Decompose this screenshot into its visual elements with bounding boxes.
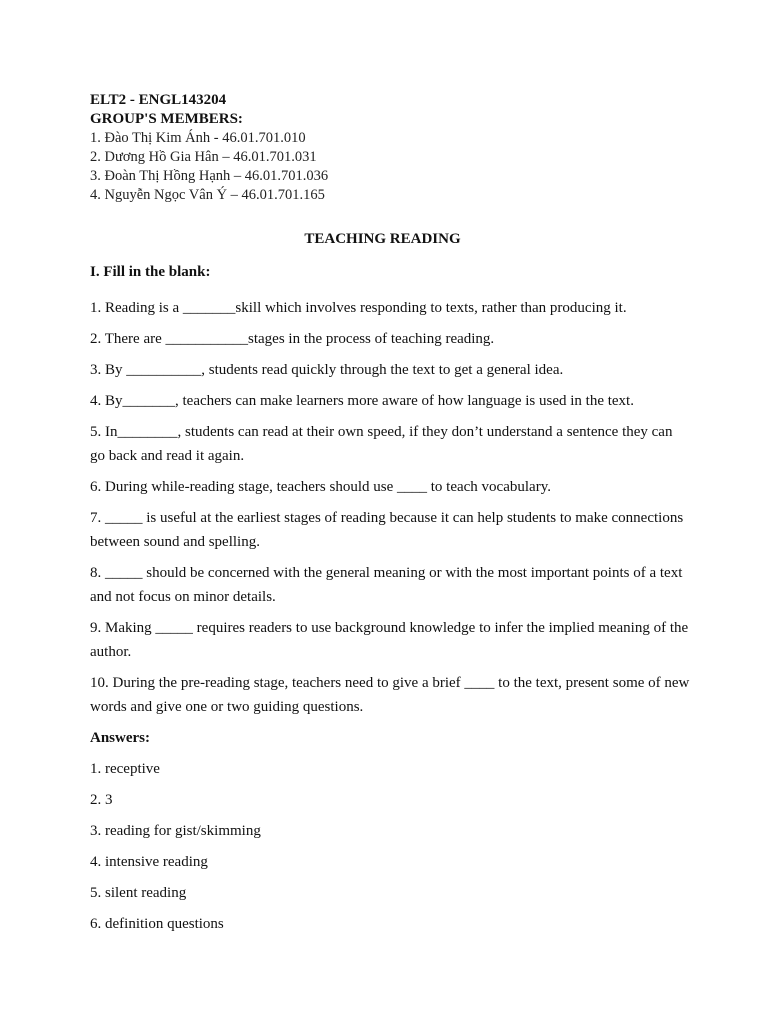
question-item: 5. In________, students can read at their own speed, if they don’t understand a sentence they can go back and read it again. <box>90 424 673 464</box>
answer-item: 6. definition questions <box>90 916 224 932</box>
member-item: 1. Đào Thị Kim Ánh - 46.01.701.010 <box>90 130 306 146</box>
question-item: 4. By_______, teachers can make learners more aware of how language is used in the text. <box>90 393 634 409</box>
course-code: ELT2 - ENGL143204 <box>90 92 227 108</box>
group-members-label: GROUP'S MEMBERS: <box>90 111 243 127</box>
question-item: 2. There are ___________stages in the process of teaching reading. <box>90 331 495 347</box>
question-item: 10. During the pre-reading stage, teachers need to give a brief ____ to the text, present some of new words and give one or two guiding questions. <box>90 675 690 715</box>
answers-heading: Answers: <box>90 730 150 746</box>
answer-item: 4. intensive reading <box>90 854 208 870</box>
header-block <box>90 91 690 205</box>
question-item: 1. Reading is a _______skill which involves responding to texts, rather than producing it. <box>90 300 627 316</box>
section-heading: I. Fill in the blank: <box>90 264 211 280</box>
document-title: TEACHING READING <box>304 231 461 247</box>
fill-in-section <box>90 262 690 943</box>
member-item: 4. Nguyễn Ngọc Vân Ý – 46.01.701.165 <box>90 187 325 203</box>
member-item: 3. Đoàn Thị Hồng Hạnh – 46.01.701.036 <box>90 168 329 184</box>
question-item: 6. During while-reading stage, teachers should use ____ to teach vocabulary. <box>90 479 551 495</box>
question-item: 3. By __________, students read quickly through the text to get a general idea. <box>90 362 564 378</box>
answer-item: 2. 3 <box>90 792 113 808</box>
document-page <box>90 91 690 932</box>
question-item: 9. Making _____ requires readers to use background knowledge to infer the implied meaning of the author. <box>90 620 689 660</box>
member-item: 2. Dương Hồ Gia Hân – 46.01.701.031 <box>90 149 317 165</box>
answer-item: 1. receptive <box>90 761 160 777</box>
question-item: 8. _____ should be concerned with the general meaning or with the most important points of a text and not focus on minor details. <box>90 565 683 605</box>
answer-item: 3. reading for gist/skimming <box>90 823 261 839</box>
answer-item: 5. silent reading <box>90 885 187 901</box>
question-item: 7. _____ is useful at the earliest stages of reading because it can help students to make connections between sound and spelling. <box>90 510 684 550</box>
